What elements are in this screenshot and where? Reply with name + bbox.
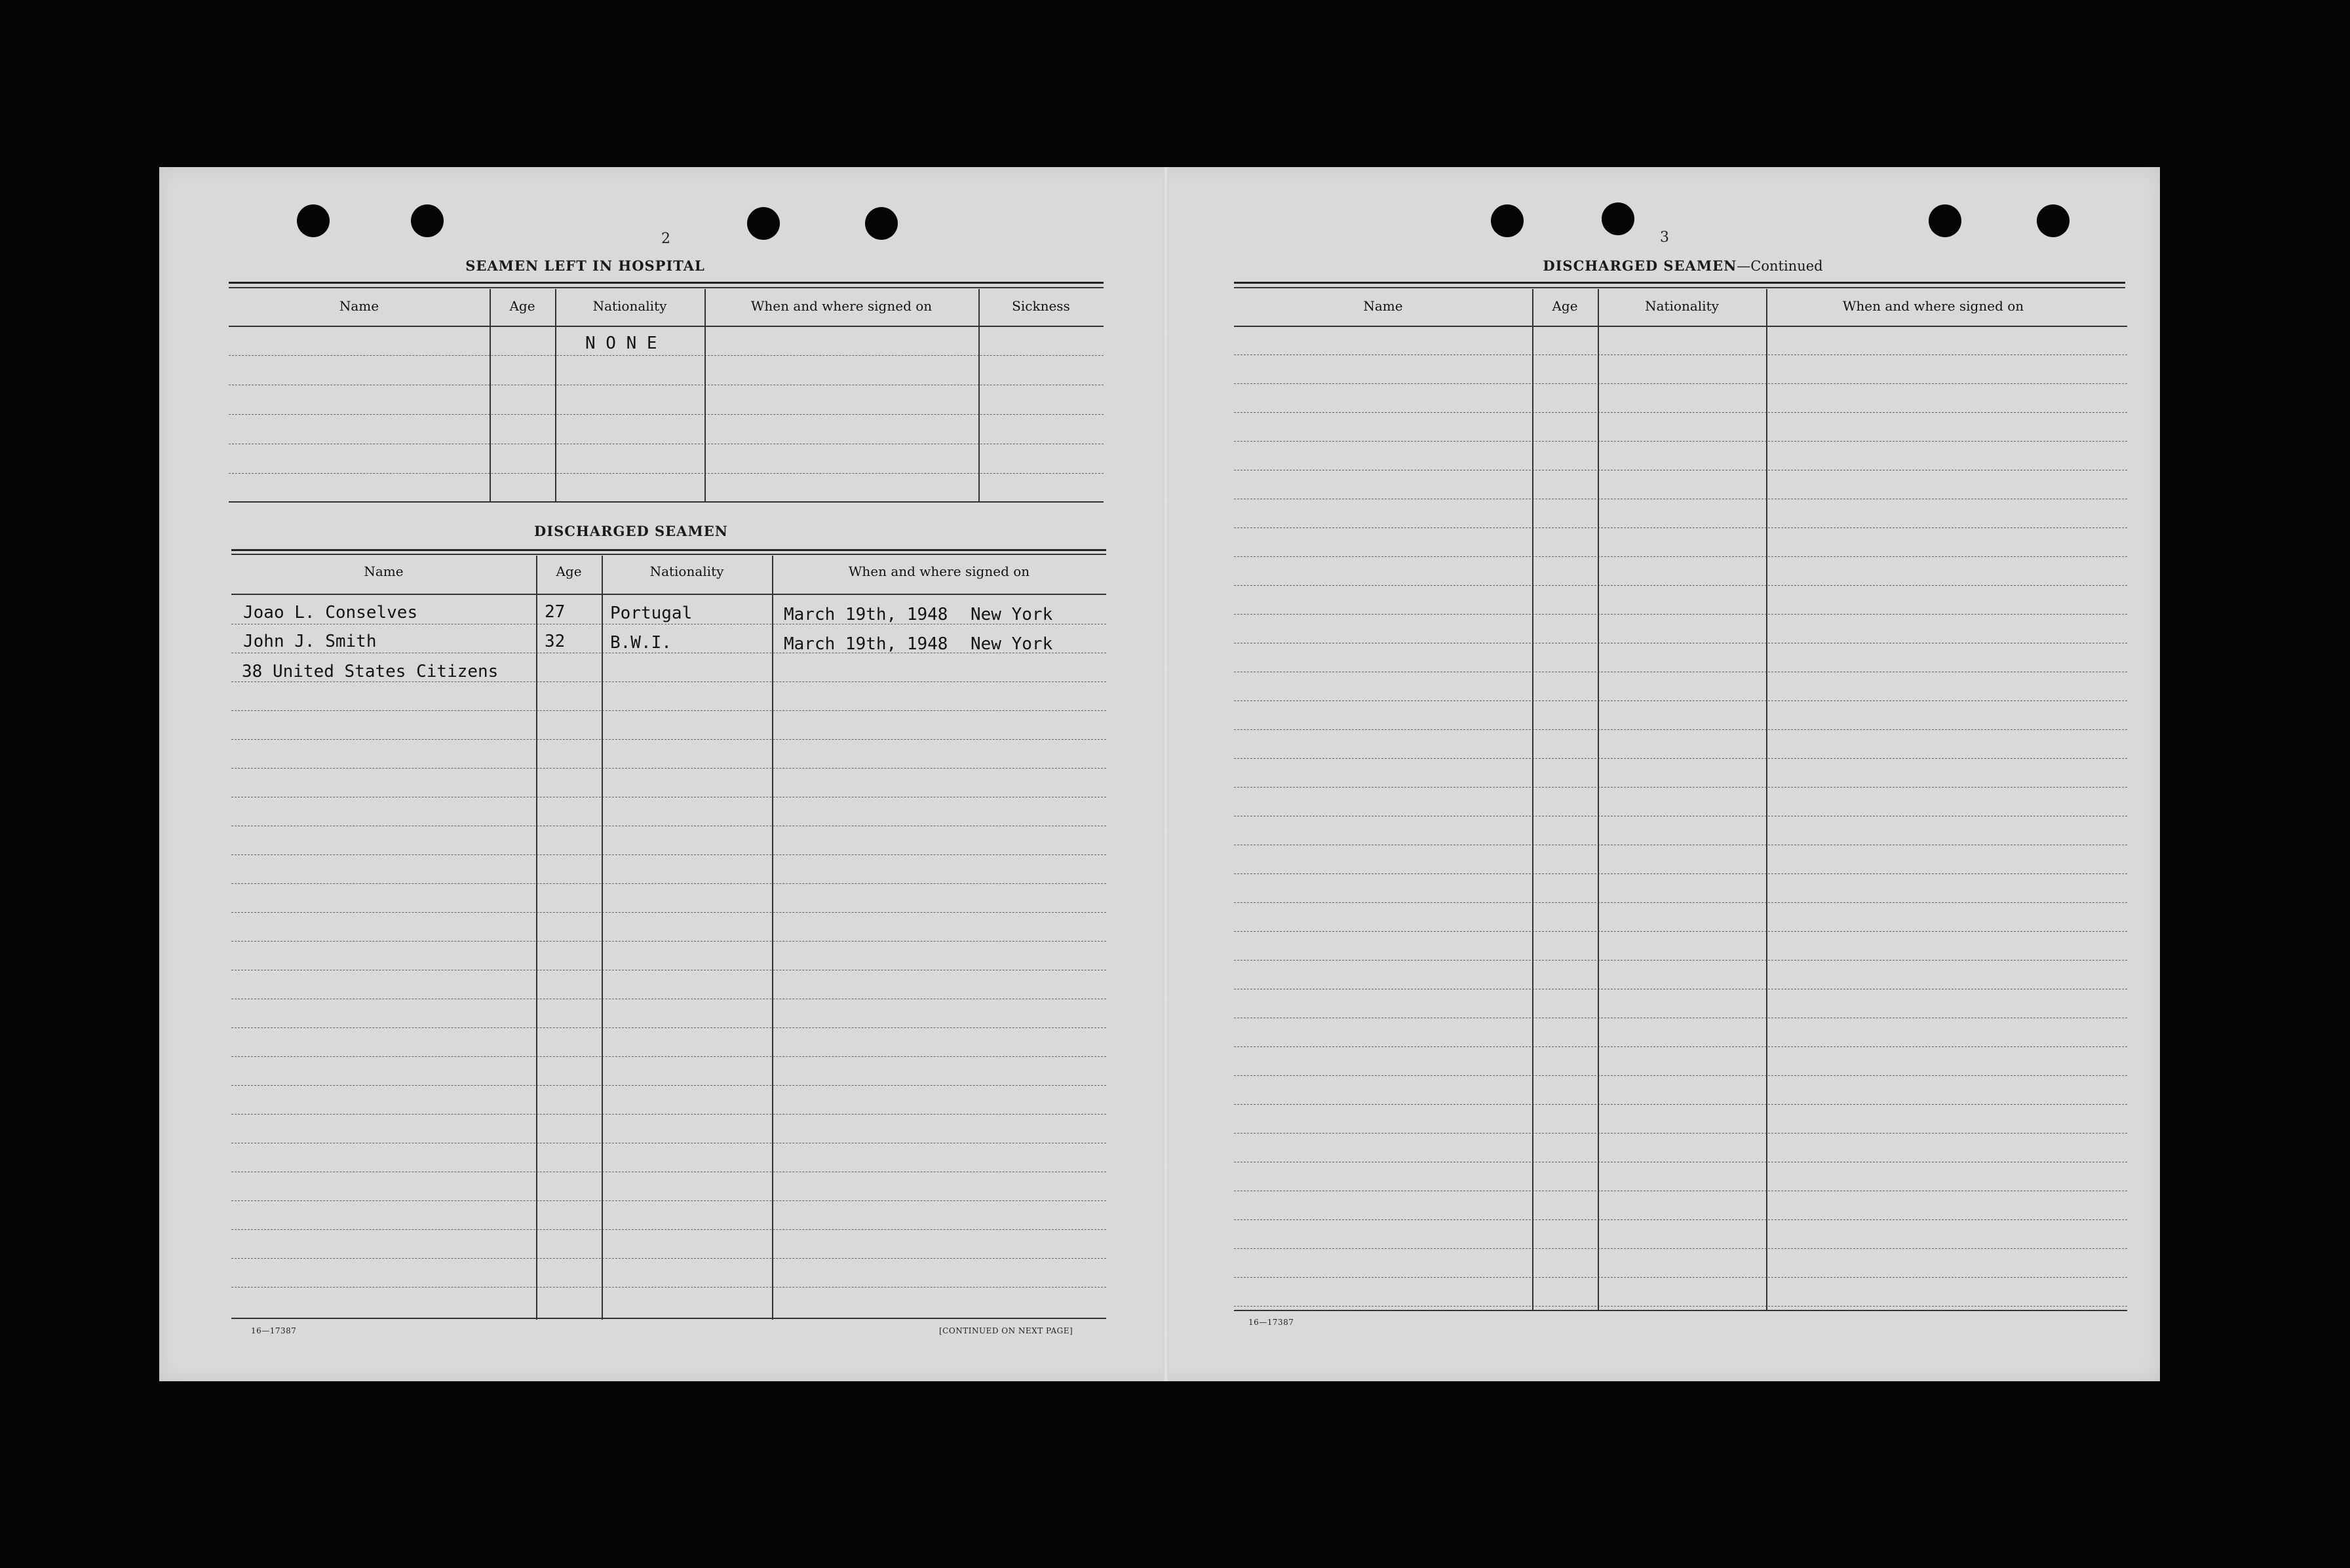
row-rule	[231, 1027, 1106, 1028]
punch-hole	[411, 204, 444, 237]
discharged-header-signed-on: When and where signed on	[848, 564, 1030, 579]
row-rule	[231, 912, 1106, 913]
row-rule	[1234, 1306, 2127, 1307]
row-rule	[231, 739, 1106, 740]
column-divider	[1598, 289, 1599, 1311]
punch-hole	[1929, 204, 1961, 237]
right-header-name: Name	[1363, 298, 1403, 314]
row1-signed-date: March 19th, 1948	[784, 605, 948, 624]
row-rule	[229, 355, 1104, 356]
punch-hole	[1602, 202, 1634, 235]
row2-nationality: B.W.I.	[610, 633, 672, 653]
row-rule	[1234, 787, 2127, 788]
column-divider	[490, 289, 491, 503]
discharged-top-rule-2	[231, 554, 1106, 555]
row-rule	[1234, 729, 2127, 730]
discharged-section-title: DISCHARGED SEAMEN	[534, 523, 728, 539]
row-rule	[1234, 585, 2127, 586]
row-rule	[231, 1085, 1106, 1086]
row-rule	[1234, 700, 2127, 701]
hospital-header-name: Name	[339, 298, 379, 314]
column-divider	[536, 556, 537, 1320]
row-rule	[1234, 527, 2127, 528]
row1-name: Joao L. Conselves	[243, 603, 418, 622]
hospital-header-nationality: Nationality	[592, 298, 667, 314]
document-sheet	[159, 167, 2160, 1381]
punch-hole	[1491, 204, 1524, 237]
column-divider	[602, 556, 603, 1320]
discharged-header-rule	[231, 594, 1106, 595]
row-rule	[231, 883, 1106, 884]
row-rule	[231, 1287, 1106, 1288]
row3-name: 38 United States Citizens	[242, 662, 499, 681]
column-divider	[978, 289, 980, 503]
row-rule	[1234, 1133, 2127, 1134]
hospital-top-rule-2	[229, 287, 1104, 288]
row-rule	[231, 941, 1106, 942]
hospital-header-signed-on: When and where signed on	[750, 298, 933, 314]
row2-signed-place: New York	[971, 634, 1053, 654]
discharged-continued-title	[1503, 258, 1863, 274]
column-divider	[555, 289, 556, 503]
row-rule	[1234, 412, 2127, 413]
row-rule	[1234, 556, 2127, 557]
discharged-header-age: Age	[556, 564, 582, 579]
row-rule	[1234, 383, 2127, 384]
row-rule	[1234, 873, 2127, 874]
row1-nationality: Portugal	[610, 603, 693, 623]
column-divider	[1766, 289, 1767, 1311]
right-header-nationality: Nationality	[1645, 298, 1719, 314]
right-header-signed-on: When and where signed on	[1842, 298, 2024, 314]
right-header-age: Age	[1552, 298, 1578, 314]
row1-age: 27	[545, 602, 566, 622]
discharged-continued-title-main: DISCHARGED SEAMEN	[1543, 258, 1737, 274]
column-divider	[704, 289, 706, 503]
row-rule	[231, 1200, 1106, 1201]
discharged-continued-suffix: —Continued	[1737, 258, 1823, 274]
row-rule	[1234, 1104, 2127, 1105]
row-rule	[231, 854, 1106, 855]
hospital-top-rule	[229, 282, 1104, 284]
hospital-table	[229, 289, 1104, 504]
row-rule	[1234, 902, 2127, 903]
row-rule	[1234, 1248, 2127, 1249]
discharged-continued-table	[1234, 289, 2127, 1316]
row-rule	[231, 1258, 1106, 1259]
right-top-rule	[1234, 282, 2125, 284]
row-rule	[1234, 1075, 2127, 1076]
punch-hole	[865, 207, 898, 240]
row-rule	[231, 681, 1106, 682]
hospital-section-title: SEAMEN LEFT IN HOSPITAL	[465, 258, 705, 274]
row-rule	[1234, 441, 2127, 442]
row-rule	[1234, 1046, 2127, 1047]
discharged-header-name: Name	[364, 564, 404, 579]
row-rule	[1234, 354, 2127, 355]
discharged-bottom-rule	[231, 1318, 1106, 1319]
row-rule	[1234, 960, 2127, 961]
punch-hole	[2037, 204, 2070, 237]
row-rule	[1234, 614, 2127, 615]
punch-hole	[297, 204, 330, 237]
right-bottom-rule	[1234, 1310, 2127, 1311]
hospital-none-entry: N O N E	[585, 334, 657, 353]
hospital-header-age: Age	[509, 298, 535, 314]
row-rule	[231, 1056, 1106, 1057]
right-header-rule	[1234, 326, 2127, 327]
row1-signed-place: New York	[971, 605, 1053, 624]
form-number-right: 16—17387	[1248, 1318, 1294, 1327]
continued-note: [CONTINUED ON NEXT PAGE]	[939, 1326, 1073, 1335]
page-fold	[1163, 167, 1168, 1381]
page-number-right: 3	[1660, 229, 1669, 246]
column-divider	[772, 556, 773, 1320]
right-top-rule-2	[1234, 287, 2125, 288]
discharged-header-nationality: Nationality	[649, 564, 724, 579]
row-rule	[229, 473, 1104, 474]
hospital-header-sickness: Sickness	[1012, 298, 1070, 314]
row-rule	[231, 768, 1106, 769]
form-number-left: 16—17387	[251, 1326, 297, 1335]
column-divider	[1532, 289, 1533, 1311]
row-rule	[1234, 931, 2127, 932]
row-rule	[231, 710, 1106, 711]
discharged-top-rule	[231, 549, 1106, 551]
row-rule	[1234, 1277, 2127, 1278]
row-rule	[229, 414, 1104, 415]
hospital-header-rule	[229, 326, 1104, 327]
row2-age: 32	[545, 632, 566, 651]
row2-signed-date: March 19th, 1948	[784, 634, 948, 654]
row-rule	[1234, 758, 2127, 759]
row-rule	[1234, 1219, 2127, 1220]
hospital-bottom-rule	[229, 501, 1104, 503]
row-rule	[231, 1114, 1106, 1115]
punch-hole	[747, 207, 780, 240]
row2-name: John J. Smith	[243, 632, 377, 651]
row-rule	[231, 1229, 1106, 1230]
discharged-table	[231, 556, 1106, 1320]
page-number-left: 2	[661, 231, 670, 247]
